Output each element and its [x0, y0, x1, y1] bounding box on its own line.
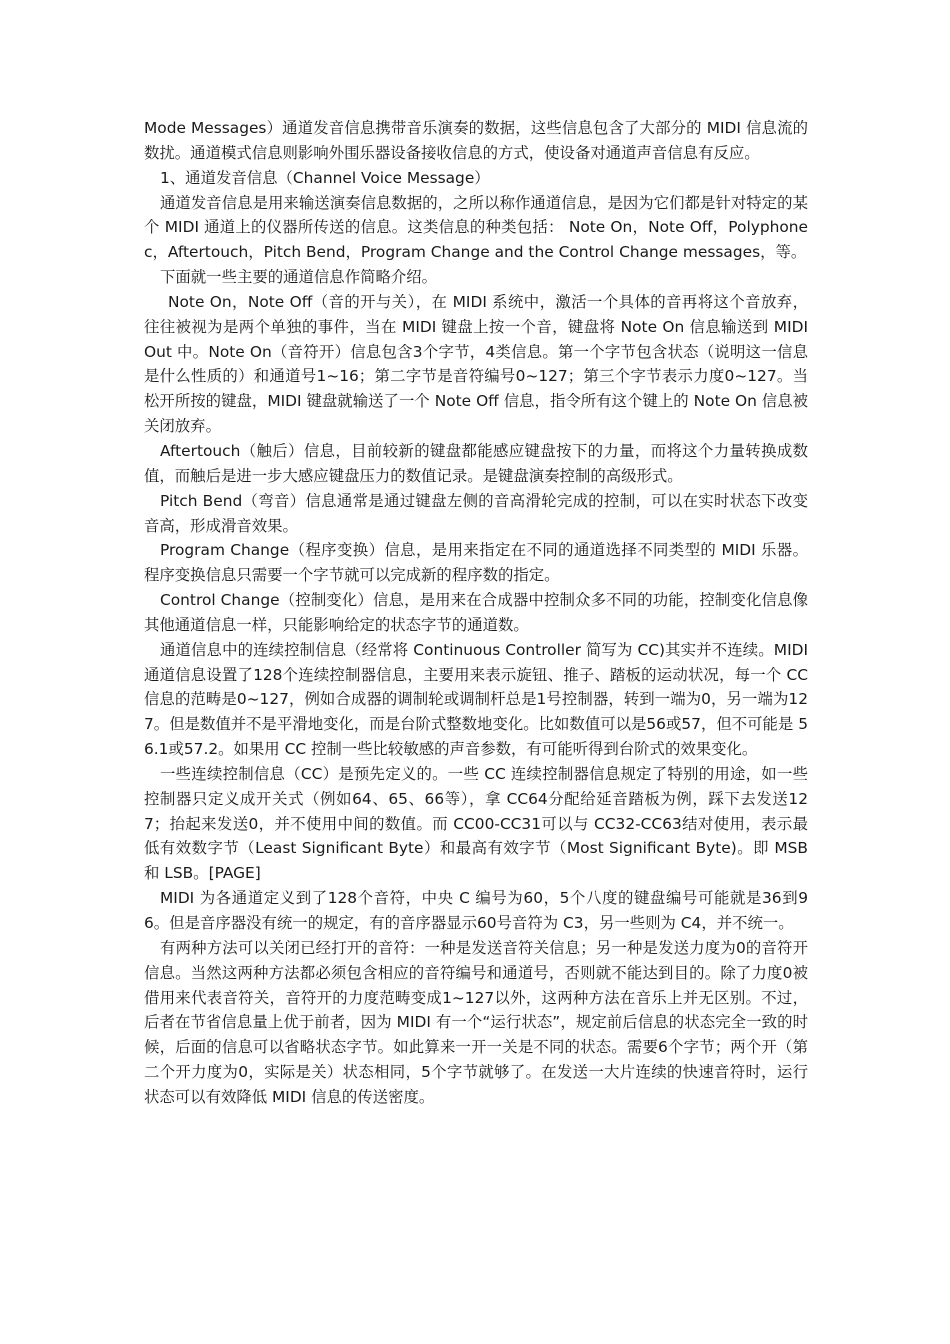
paragraph-midi-notes: MIDI 为各通道定义到了128个音符，中央 C 编号为60，5个八度的键盘编号可能就是36到96。但是音序器没有统一的规定，有的音序器显示60号音符为 C3，另一些则为 C4，并不统一。: [144, 889, 808, 932]
section-heading-channel-voice-message: 1、通道发音信息（Channel Voice Message）: [160, 168, 490, 187]
paragraph-note-off-methods: 有两种方法可以关闭已经打开的音符：一种是发送音符关信息；另一种是发送力度为0的音符开信息。当然这两种方法都必须包含相应的音符编号和通道号，否则就不能达到目的。除了力度0被借用来代表音符关，音符开的力度范畴变成1~127以外，这两种方法在音乐上并无区别。不过，后者在节省信息量上优于前者，因为 MIDI 有一个“运行状态”，规定前后信息的状态完全一致的时候，后面的信息可以省略状态字节。如此算来一开一关是不同的状态。需要6个字节；两个开（第二个开力度为0，实际是关）状态相同，5个字节就够了。在发送一大片连续的快速音符时，运行状态可以有效降低 MIDI 信息的传送密度。: [144, 938, 808, 1106]
paragraph-intro-continuation: Mode Messages）通道发音信息携带音乐演奏的数据，这些信息包含了大部分的 MIDI 信息流的数扰。通道模式信息则影响外围乐器设备接收信息的方式，使设备对通道声音信息有反应。: [144, 119, 808, 162]
paragraph-note-on-off: Note On，Note Off（音的开与关），在 MIDI 系统中，激活一个具体的音再将这个音放弃，往往被视为是两个单独的事件，当在 MIDI 键盘上按一个音，键盘将 Note On 信息输送到 MIDI Out 中。Note On（音符开）信息包含3个字节，4类信息。第一个字节包含状态（说明这一信息是什么性质的）和通道号1~16；第二字节是音符编号0~127；第三个字节表示力度0~127。当松开所按的键盘，MIDI 键盘就输送了一个 Note Off 信息，指令所有这个键上的 Note On 信息被关闭放弃。: [144, 292, 808, 436]
paragraph-control-change: Control Change（控制变化）信息，是用来在合成器中控制众多不同的功能，控制变化信息像其他通道信息一样，只能影响给定的状态字节的通道数。: [144, 591, 808, 634]
paragraph-aftertouch: Aftertouch（触后）信息，目前较新的键盘都能感应键盘按下的力量，而将这个力量转换成数值，而触后是进一步大感应键盘压力的数值记录。是键盘演奏控制的高级形式。: [144, 441, 808, 485]
paragraph-pitch-bend: Pitch Bend（弯音）信息通常是通过键盘左侧的音高滑轮完成的控制，可以在实时状态下改变音高，形成滑音效果。: [144, 491, 808, 535]
paragraph-continuous-controller: 通道信息中的连续控制信息（经常将 Continuous Controller 简写为 CC)其实并不连续。MIDI 通道信息设置了128个连续控制器信息，主要用来表示旋钮、推子、踏板的运动状况，每一个 CC 信息的范畴是0~127，例如合成器的调制轮或调制杆总是1号控制器，转到一端为0，另一端为127。但是数值并不是平滑地变化，而是台阶式整数地变化。比如数值可以是56或57，但不可能是 56.1或57.2。如果用 CC 控制一些比较敏感的声音参数，有可能听得到台阶式的效果变化。: [144, 640, 808, 759]
paragraph-predefined-cc: 一些连续控制信息（CC）是预先定义的。一些 CC 连续控制器信息规定了特别的用途，如一些控制器只定义成开关式（例如64、65、66等），拿 CC64分配给延音踏板为例，踩下去发送127；抬起来发送0，并不使用中间的数值。而 CC00-CC31可以与 CC32-CC63结对使用，表示最低有效数字节（Least Significant Byte）和最高有效字节（Most Significant Byte)。即 MSB 和 LSB。[PAGE]: [144, 764, 808, 883]
paragraph-channel-voice-description: 通道发音信息是用来输送演奏信息数据的，之所以称作通道信息，是因为它们都是针对特定的某个 MIDI 通道上的仪器所传送的信息。这类信息的种类包括： Note On，Note Off，Polyphonec，Aftertouch，Pitch Bend，Program Change and the Control Change messages，等。: [144, 193, 808, 262]
document-body: [144, 116, 808, 1110]
paragraph-overview-intro: 下面就一些主要的通道信息作简略介绍。: [160, 268, 438, 287]
paragraph-program-change: Program Change（程序变换）信息，是用来指定在不同的通道选择不同类型的 MIDI 乐器。程序变换信息只需要一个字节就可以完成新的程序数的指定。: [144, 541, 808, 585]
